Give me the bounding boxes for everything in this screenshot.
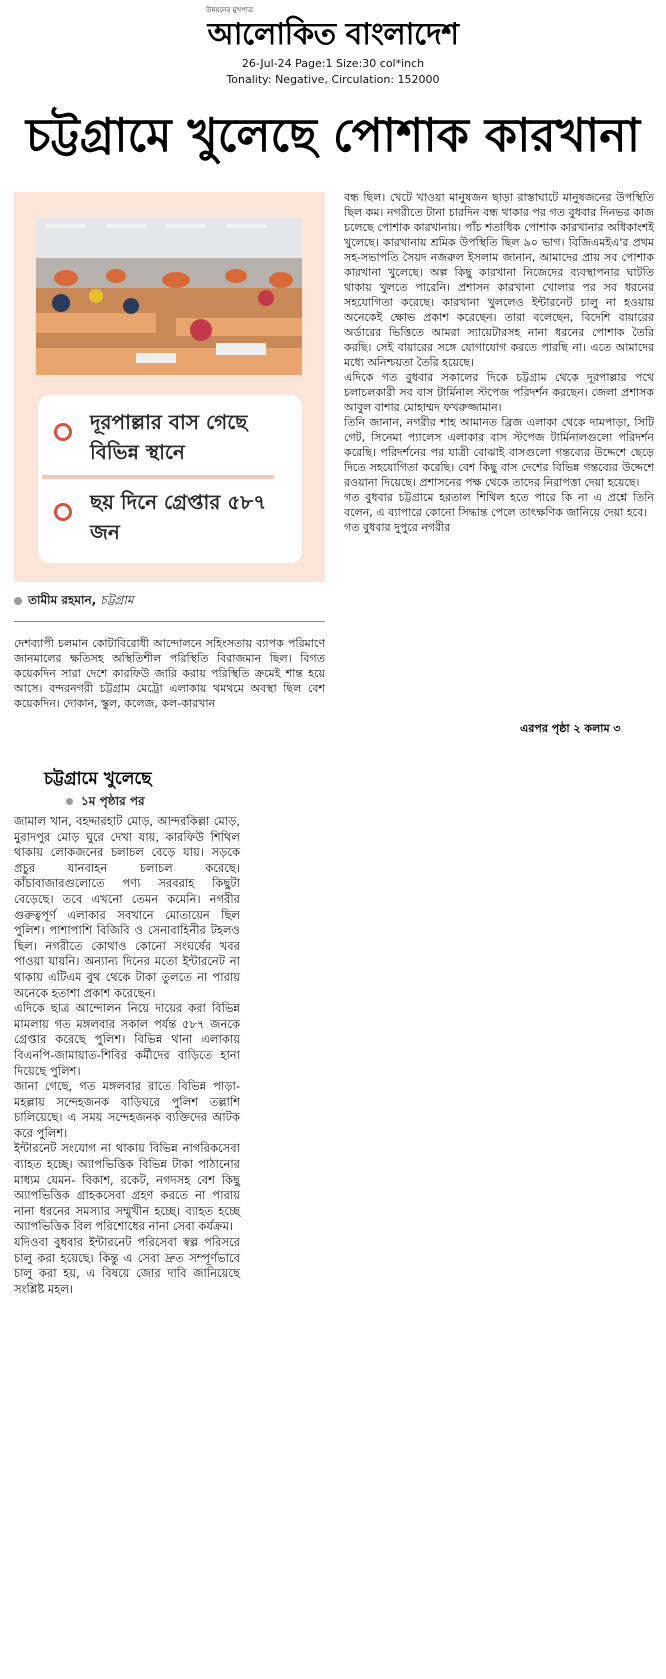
lead-paragraph [14,636,325,711]
clipping-meta-line-1: 26-Jul-24 Page:1 Size:30 col*inch [241,57,425,70]
paragraph: জামাল খান, বহদ্দারহাট মোড়, আন্দরকিল্লা মোড়, মুরাদপুর মোড় ঘুরে দেখা যায়, কারফিউ শিথিল থাকায় লোকজনের চলাচল বেড়ে যায়। সড়কে প্রচুর যানবাহন চলাচল করেছে। কাঁচাবাজারগুলোতে পণ্য সরবরাহ কিছুটা বেড়েছে। তবে এখনো তেমন কমেনি। নগরীর গুরুত্বপূর্ণ এলাকার সবখানে মোতায়েন ছিল পুলিশ। পাশাপাশি বিজিবি ও সেনাবাহিনীর টহলও ছিল। নগরীতে কোথাও কোনো সংঘর্ষের খবর পাওয়া যায়নি। অন্যান্য দিনের মতো ইন্টারনেট না থাকায় এটিএম বুথ থেকে টাকা তুলতে না পারায় অনেকে হতাশা প্রকাশ করেছেন। [14,814,240,1000]
paragraph: এদিকে ছাত্র আন্দোলন নিয়ে দায়ের করা বিভিন্ন মামলায় গত মঙ্গলবার সকাল পর্যন্ত ৫৮৭ জনকে গ্রেপ্তার করেছে পুলিশ। বিভিন্ন থানা এলাকায় বিএনপি-জামায়াত-শিবির কর্মীদের বাড়িতে হানা দিয়েছে পুলিশ। [14,1001,240,1078]
paragraph: যদিওবা বুধবার ইন্টারনেট পরিসেবা স্বল্প পরিসরে চালু করা হয়েছে। কিন্তু এ সেবা দ্রুত সম্পূর্ণভাবে চালু করা হয়, এ বিষয়ে জোর দাবি জানিয়েছে সংশ্লিষ্ট মহল। [14,1235,240,1296]
paragraph: বন্ধ ছিল। খেটে খাওয়া মানুষজন ছাড়া রাস্তাঘাটে মানুষজনের উপস্থিতি ছিল কম। নগরীতে টানা চারদিন বন্ধ থাকার পর গত বুধবার দিনভর কাজ চলেছে পোশাক কারখানায়। পাঁচ শতাধিক পোশাক কারখানার অধিকাংশই খুলেছে। কারখানায় শ্রমিক উপস্থিতি ছিল ৯০ ভাগ। বিজিএমইএ'র প্রথম সহ-সভাপতি সৈয়দ নজরুল ইসলাম জানান, আমাদের প্রায় সব পোশাক কারখানা খুলেছে। অল্প কিছু কারখানা নিজেদের ব্যবস্থাপনার ঘাটতি থাকায় খুলতে পারেনি। প্রশাসন কারখানা খোলার পর সব ধরনের সহযোগিতা করেছে। কারখানা খুললেও ইন্টারনেট চালু না হওয়ায় অনেকেই ক্ষোভ প্রকাশ করেছেন। তারা বলেছেন, বিদেশি বায়ারের অর্ডারের ভিত্তিতে আমরা স্যায়েটারসহ নানা ধরনের পোশাক তৈরি করছি। সেই বায়ারের সঙ্গে যোগাযোগ করতে পারছি না। এতে আমাদের মধ্যে অনিশ্চয়তা তৈরি হয়েছে। [344,191,654,369]
paragraph: দেশব্যাপী চলমান কোটাবিরোধী আন্দোলনে সহিংসতায় ব্যাপক পরিমাণে জানমালের ক্ষতিসহ অস্থিতিশীল পরিস্থিতি বিরাজমান ছিল। বিগত কয়েকদিন সারা দেশে কারফিউ জারি করায় পরিস্থিতি ক্রমেই শান্ত হয়ে আসে। বন্দরনগরী চট্টগ্রাম মেট্রো এলাকায় থমথমে অবস্থা ছিল বেশ কয়েকদিন। দোকান, স্কুল, কলেজ, কল-কারখান [14,637,325,710]
highlights-divider [42,475,274,479]
article-headline: চট্টগ্রামে খুলেছে পোশাক কারখানা [25,108,641,162]
byline-rule [14,621,325,622]
bullet-ring-icon [54,503,72,521]
byline [14,592,134,612]
factory-illustration [36,218,302,375]
continued-heading: চট্টগ্রামে খুলেছে [44,769,152,789]
paragraph: গত বুধবার দুপুরে নগরীর [344,521,451,534]
right-article-column [344,190,654,535]
paragraph: তিনি জানান, নগরীর শাহ আমানত ব্রিজ এলাকা থেকে দামপাড়া, সিটি গেট, সিনেমা প্যালেস এলাকার বাস স্টপেজ টার্মিনালগুলো পরিদর্শন করেছি। পরিদর্শনের পর যাত্রী বোঝাই বাসগুলো গন্তব্যের উদ্দেশে ছেড়ে দিতে সহযোগিতা করেছি। বেশ কিছু বাস দেশের বিভিন্ন গন্তব্যের উদ্দেশে রওয়ানা দিয়েছে। প্রশাসনের পক্ষ থেকে তাদের নিরাপত্তা দেয়া হয়েছে। [344,416,654,489]
bullet-ring-icon [54,423,72,441]
byline-dot-icon [66,798,73,805]
highlights-box [38,395,302,563]
paragraph: গত বুধবার চট্টগ্রামে হরতাল শিথিল হতে পারে কি না এ প্রশ্নে তিনি বলেন, এ ব্যাপারে কোনো সিদ্ধান্ত পেলে তাৎক্ষণিক জানিয়ে দেয়া হবে। [344,491,654,519]
garment-factory-photo [36,218,302,375]
byline-author: তামীম রহমান, [28,593,97,607]
clipping-meta-line-2: Tonality: Negative, Circulation: 152000 [226,73,440,86]
highlight-text: ছয় দিনে গ্রেপ্তার ৫৮৭ জন [90,490,267,544]
continued-from-note [66,793,145,813]
continued-from-text: ১ম পৃষ্ঠার পর [81,794,145,808]
paragraph: জানা গেছে, গত মঙ্গলবার রাতে বিভিন্ন পাড়া-মহল্লায় সন্দেহজনক বাড়িঘরে পুলিশ তল্লাশি চালিয়েছে। এ সময় সন্দেহজনক ব্যক্তিদের আটক করে পুলিশ। [14,1079,240,1140]
continuation-note: এরপর পৃষ্ঠা ২ কলাম ৩ [520,722,621,735]
paragraph: এদিকে গত বুধবার সকালের দিকে চট্টগ্রাম থেকে দূরপাল্লার পথে চলাচলকারী সব বাস টার্মিনাল স্টপেজ পরিদর্শন করছেন। জেলা প্রশাসক আবুল বাশার মোহাম্মদ ফখরুজ্জামান। [344,371,654,414]
byline-dot-icon [14,597,22,605]
byline-place: চট্টগ্রাম [100,593,134,607]
continued-article-column [14,814,240,1297]
paragraph: ইন্টারনেট সংযোগ না থাকায় বিভিন্ন নাগরিকসেবা ব্যাহত হচ্ছে। অ্যাপভিত্তিক বিভিন্ন টাকা পাঠানোর মাধ্যম যেমন- বিকাশ, রকেট, নগদসহ বেশ কিছু অ্যাপভিত্তিক গ্রাহকসেবা গ্রহণ করতে না পারায় নানা ধরনের সমস্যার সম্মুখীন হচ্ছে। ব্যাহত হচ্ছে অ্যাপভিত্তিক বিল পরিশোধের নানা সেবা কর্যক্রম। [14,1141,240,1234]
masthead-tagline: উন্নয়নের মুখপাত্র [206,6,254,14]
highlight-text: দূরপাল্লার বাস গেছে বিভিন্ন স্থানে [90,410,248,464]
newspaper-masthead: আলোকিত বাংলাদেশ [207,17,459,52]
